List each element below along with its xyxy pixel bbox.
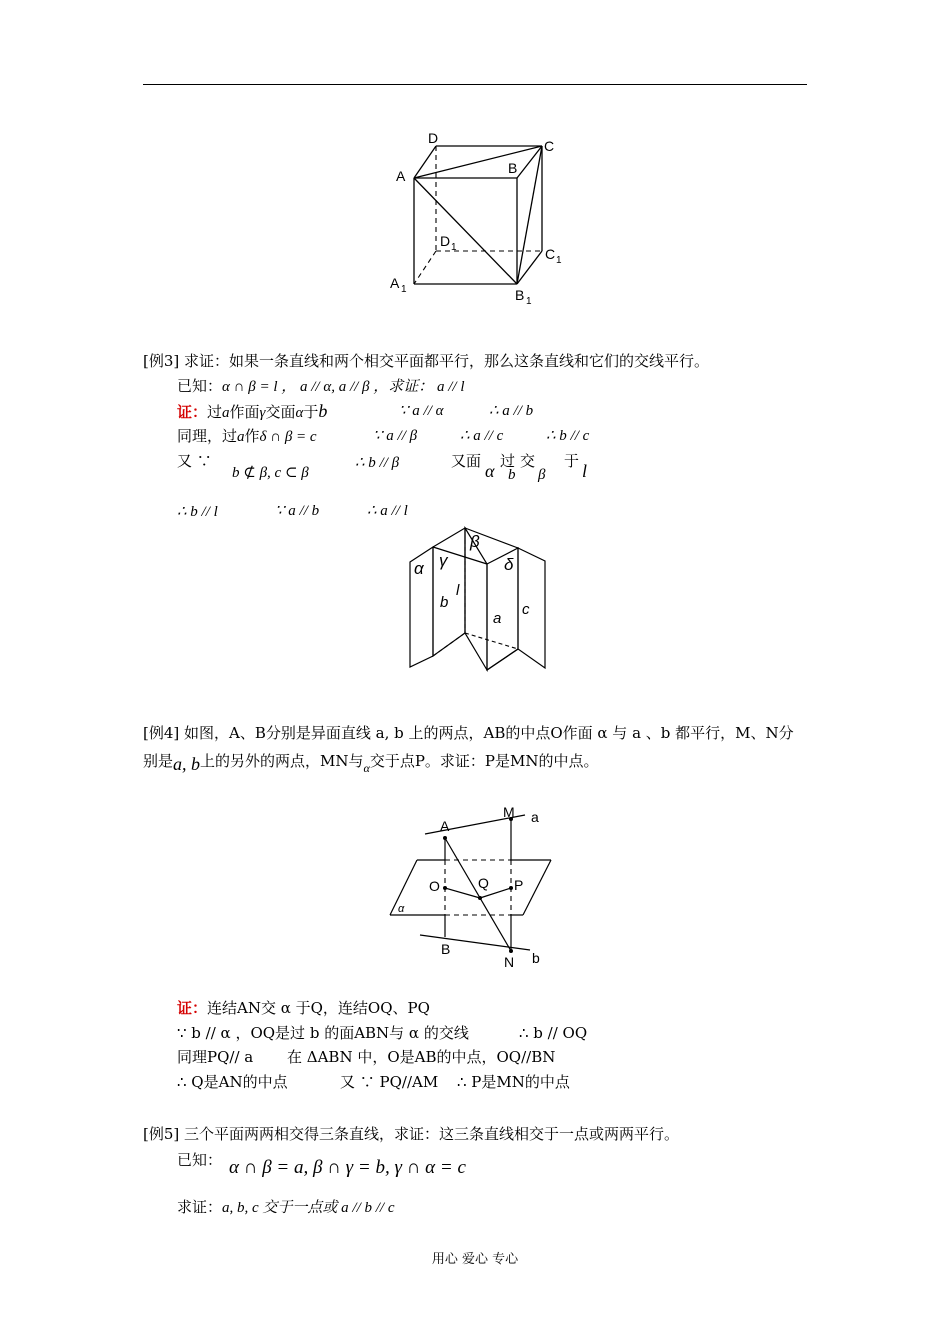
example3-title: [例3] 求证：如果一条直线和两个相交平面都平行，那么这条直线和它们的交线平行。 xyxy=(143,352,710,370)
svg-text:1: 1 xyxy=(451,242,457,253)
label-A1: A xyxy=(390,275,400,291)
label-C1: C xyxy=(545,246,556,262)
label-A: A xyxy=(396,168,406,184)
label-a: a xyxy=(493,610,502,627)
label-A: A xyxy=(440,818,450,834)
svg-text:1: 1 xyxy=(556,255,562,266)
label-C: C xyxy=(544,138,555,154)
skew-lines-figure xyxy=(385,800,565,975)
label-alpha: α xyxy=(414,559,424,578)
example5-title: [例5] 三个平面两两相交得三条直线，求证：这三条直线相交于一点或两两平行。 xyxy=(143,1125,680,1143)
label-D1: D xyxy=(440,233,451,249)
label-B1: B xyxy=(515,287,525,303)
label-alpha: α xyxy=(398,903,405,915)
example4-proof-line1: 证：连结AN交 α 于Q，连结OQ、PQ xyxy=(177,999,430,1017)
label-l: l xyxy=(456,582,460,599)
example4-proof-line4: ∴ Q是AN的中点 又 ∵ PQ//AM ∴ P是MN的中点 xyxy=(177,1073,570,1091)
label-c: c xyxy=(522,601,530,618)
example4-proof-line3: 同理PQ// a 在 ΔABN 中，O是AB的中点，OQ//BN xyxy=(177,1048,556,1066)
svg-text:1: 1 xyxy=(526,296,532,307)
example3-given: 已知：α ∩ β = l ， a // α, a // β ，求证： a // l xyxy=(177,377,465,395)
label-Q: Q xyxy=(478,875,489,891)
example4-line2: 别是a, b上的另外的两点，MN与$_\alpha$交于点P。求证：P是MN的中点。 xyxy=(143,752,599,775)
example3-proof-line3: 又 ∵ b ⊄ β, c ⊂ β ∴ b // β 又面 α 过 b 交 β 于 l xyxy=(177,452,588,483)
label-delta: δ xyxy=(504,555,514,574)
cube-figure xyxy=(380,125,580,310)
label-b: b xyxy=(440,594,449,611)
example5-given: 已知： α ∩ β = a, β ∩ γ = b, γ ∩ α = c xyxy=(177,1151,466,1178)
label-B: B xyxy=(508,160,518,176)
label-M: M xyxy=(503,804,515,820)
label-a: a xyxy=(531,809,539,825)
planes-figure xyxy=(400,520,560,680)
example3-proof-line1: 证：过a作面γ交面α于b ∵ a // α ∴ a // b xyxy=(177,401,534,421)
header-rule xyxy=(143,84,807,85)
label-b: b xyxy=(532,950,540,966)
svg-text:1: 1 xyxy=(401,284,407,295)
example4-line1: [例4] 如图，A、B分别是异面直线 a, b 上的两点，AB的中点O作面 α 与 a 、b 都平行，M、N分 xyxy=(143,724,794,742)
label-N: N xyxy=(504,954,515,970)
example5-prove: 求证：a, b, c 交于一点或 a // b // c xyxy=(177,1198,395,1216)
label-D: D xyxy=(428,130,439,146)
example4-proof-line2: ∵ b // α ，OQ是过 b 的面ABN与 α 的交线 ∴ b // OQ xyxy=(177,1024,588,1042)
label-O: O xyxy=(429,878,440,894)
label-beta: β xyxy=(470,532,480,551)
example3-proof-line2: 同理，过a作δ ∩ β = c ∵ a // β ∴ a // c ∴ b // c xyxy=(177,427,590,445)
footer: 用心 爱心 专心 xyxy=(431,1252,519,1267)
label-gamma: γ xyxy=(439,551,448,570)
example3-proof-line4: ∴ b // l ∵ a // b ∴ a // l xyxy=(177,503,408,520)
label-P: P xyxy=(514,877,524,893)
label-B: B xyxy=(441,941,451,957)
